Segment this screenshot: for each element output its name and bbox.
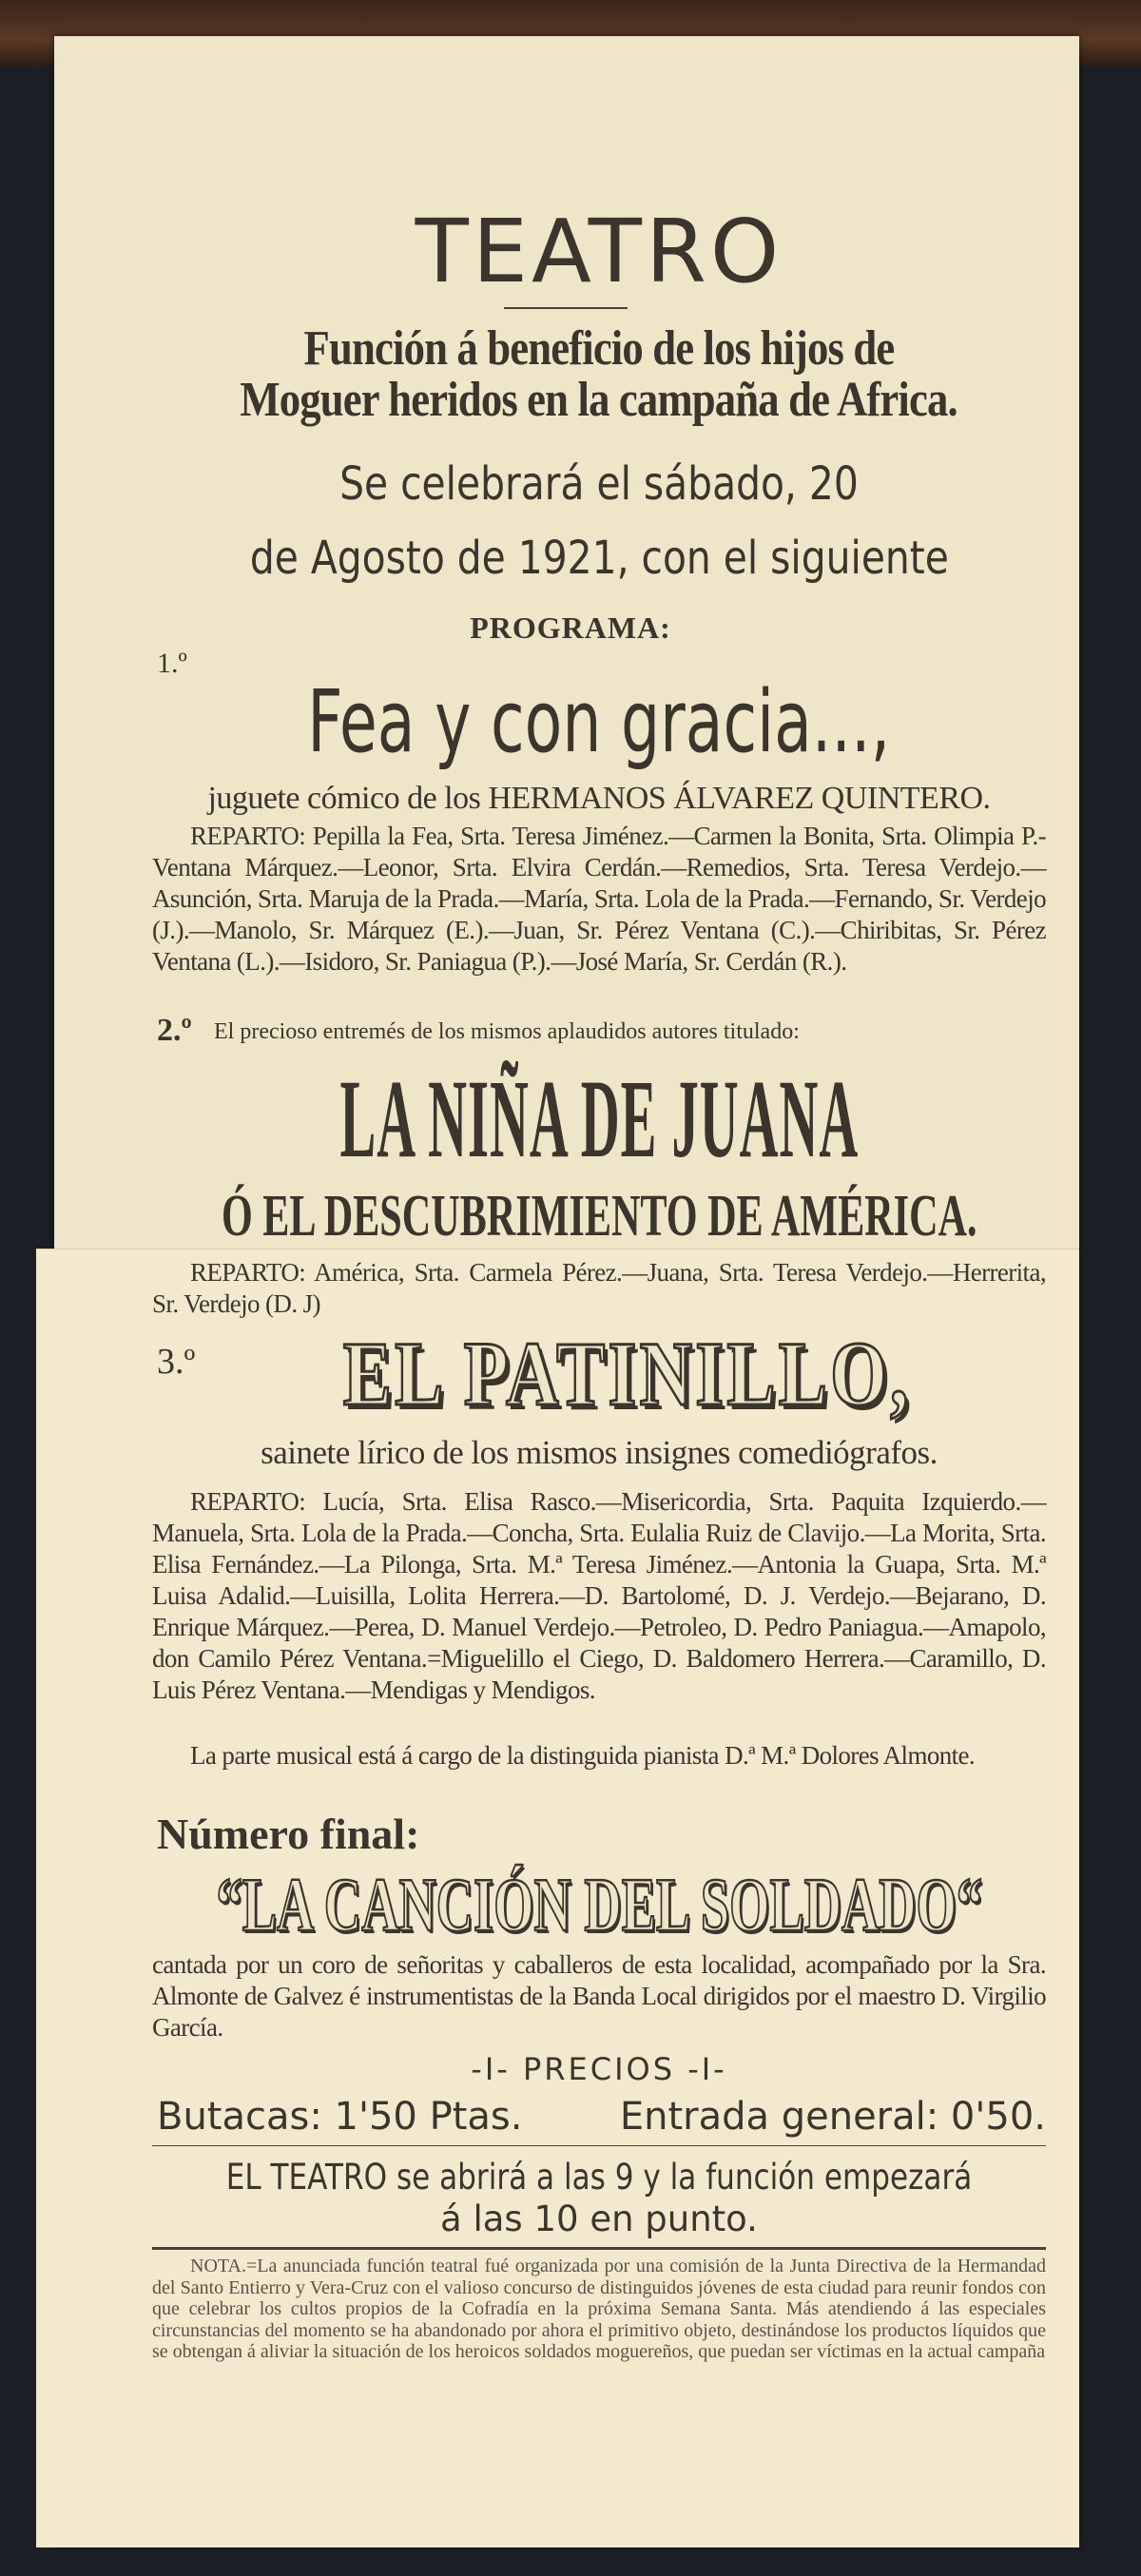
poster-title-row: [152, 200, 1046, 304]
date-line-2-row: [152, 521, 1046, 595]
program-label-row: [380, 609, 761, 647]
benefit-line-2-row: [152, 375, 1046, 426]
program-label: PROGRAMA:: [470, 610, 671, 645]
final-title: “LA CANCIÓN DEL SOLDADO“: [216, 1864, 982, 1947]
act-1-title: Fea y con gracia...,: [307, 672, 891, 772]
schedule-line-2: á las 10 en punto.: [440, 2198, 758, 2239]
act-2-number: 2.º: [157, 1013, 192, 1048]
prices-label: -I- PRECIOS -I-: [471, 2051, 727, 2087]
act-1-description-row: [152, 780, 1046, 818]
act-3-title-row: [204, 1322, 1051, 1426]
schedule-text: [152, 2157, 1046, 2240]
act-3-description-row: [152, 1433, 1046, 1473]
date-line-1-row: [152, 447, 1046, 521]
poster-title: TEATRO: [415, 201, 783, 302]
price-butacas: Butacas: 1'50 Ptas.: [157, 2095, 523, 2139]
act-1-number: 1.º: [157, 648, 187, 679]
date-text: [152, 447, 1046, 595]
prices-label-row: [152, 2050, 1046, 2088]
act-2-title: LA NIÑA DE JUANA: [339, 1056, 859, 1181]
benefit-line-2: Moguer heridos en la campaña de Africa.: [240, 373, 958, 427]
note-text: NOTA.=La anunciada función teatral fué organizada por una comisión de la Junta Directiva de la Hermandad del Santo Entierro y Vera-Cruz con el valioso concurso de distinguidos jóvenes de esta ciudad para reunir fondos con que celebrar los cultos propios de la Cofradía en la próxima Semana Santa. Más atendiendo á las especiales circunstancias del momento se ha abandonado por ahora el primitivo objeto, destinándose los productos líquidos que se obtengan á aliviar la situación de los heroicos soldados moguereños, que puedan ser víctimas en la actual campaña: [152, 2256, 1046, 2362]
act-1-cast: REPARTO: Pepilla la Fea, Srta. Teresa Jiménez.—Carmen la Bonita, Srta. Olimpia P.-Ventana Márquez.—Leonor, Srta. Elvira Cerdán.—Remedios, Srta. Teresa Verdejo.—Asunción, Srta. Maruja de la Prada.—María, Srta. Lola de la Prada.—Fernando, Sr. Verdejo (J.).—Manolo, Sr. Márquez (E.).—Juan, Sr. Pérez Ventana (C.).—Chiribitas, Sr. Pérez Ventana (L.).—Isidoro, Sr. Paniagua (P.).—José María, Sr. Cerdán (R.).: [152, 822, 1046, 976]
divider: [152, 2145, 1046, 2146]
schedule-line-2-row: [152, 2198, 1046, 2240]
schedule-line-1: EL TEATRO se abrirá a las 9 y la función empezará: [225, 2157, 973, 2198]
final-description: cantada por un coro de señoritas y caballeros de esta localidad, acompañado por la Sra. Almonte de Galvez é instrumentistas de la Banda Local dirigidos por el maestro D. Virgilio García.: [152, 1950, 1046, 2042]
act-1-description: juguete cómico de los HERMANOS ÁLVAREZ QUINTERO.: [207, 781, 991, 816]
title-underline: [504, 307, 628, 309]
date-line-1: Se celebrará el sábado, 20: [339, 457, 859, 511]
act-3-title: EL PATINILLO,: [343, 1323, 912, 1424]
final-title-row: [152, 1864, 1046, 1947]
date-line-2: de Agosto de 1921, con el siguiente: [249, 532, 949, 585]
benefit-line-1-row: [152, 323, 1046, 375]
act-1-title-row: [152, 670, 1046, 775]
schedule-line-1-row: [152, 2157, 1046, 2198]
benefit-heading: [152, 323, 1046, 426]
act-3-description: sainete lírico de los mismos insignes comediógrafos.: [261, 1434, 938, 1471]
music-note: La parte musical está á cargo de la distinguida pianista D.ª M.ª Dolores Almonte.: [190, 1741, 976, 1770]
act-2-intro: El precioso entremés de los mismos aplaudidos autores titulado:: [214, 1019, 800, 1044]
final-label: Número final:: [157, 1810, 420, 1858]
divider-thick: [152, 2247, 1046, 2250]
prices-row: [157, 2094, 1046, 2140]
benefit-line-1: Función á beneficio de los hijos de: [303, 321, 895, 376]
act-2-title-row: [152, 1057, 1046, 1181]
act-2-subtitle: Ó EL DESCUBRIMIENTO DE AMÉRICA.: [221, 1184, 977, 1249]
price-general: Entrada general: 0'50.: [619, 2095, 1046, 2139]
act-2-cast: REPARTO: América, Srta. Carmela Pérez.—Juana, Srta. Teresa Verdejo.—Herrerita, Sr. Verdejo (D. J): [152, 1258, 1046, 1318]
act-2-subtitle-row: [152, 1183, 1046, 1249]
act-3-number: 3.º: [157, 1342, 196, 1382]
act-3-cast: REPARTO: Lucía, Srta. Elisa Rasco.—Misericordia, Srta. Paquita Izquierdo.—Manuela, Srta. Lola de la Prada.—Concha, Srta. Eulalia Ruiz de Clavijo.—La Morita, Srta. Elisa Fernández.—La Pilonga, Srta. M.ª Teresa Jiménez.—Antonia la Guapa, Srta. M.ª Luisa Adalid.—Luisilla, Lolita Herrera.—D. Bartolomé, D. J. Verdejo.—Bejarano, D. Enrique Márquez.—Perea, D. Manuel Verdejo.—Petroleo, D. Pedro Paniagua.—Amapolo, don Camilo Pérez Ventana.=Miguelillo el Ciego, D. Baldomero Herrera.—Caramillo, D. Luis Pérez Ventana.—Mendigas y Mendigos.: [152, 1487, 1046, 1704]
